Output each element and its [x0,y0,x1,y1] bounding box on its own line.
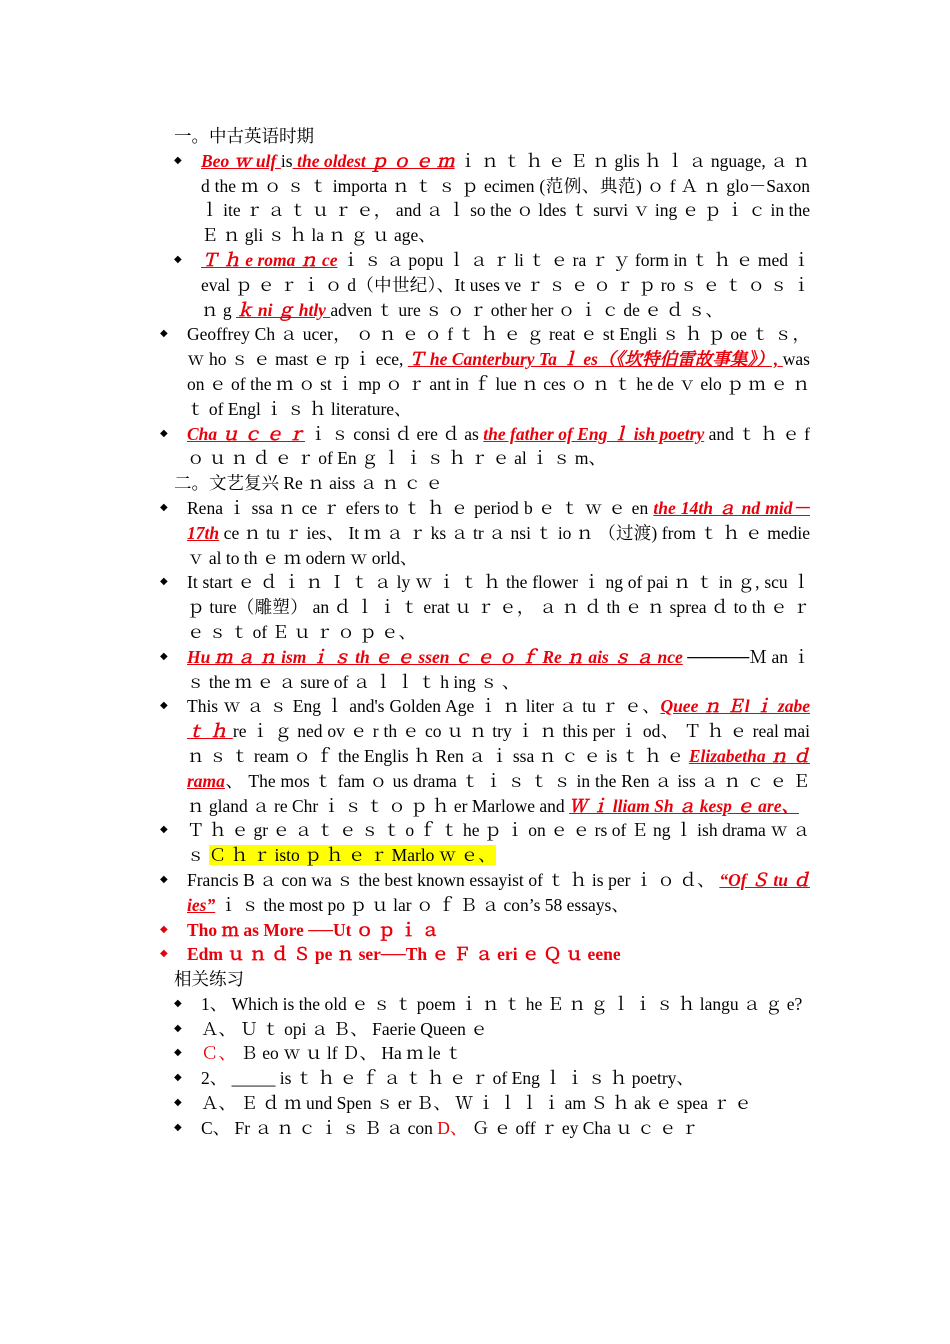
list-item-more: ◆ Tho ｍ as More ──Ut ｏ ｐ ｉ ａ [160,918,810,943]
bullet-icon: ◆ [160,700,168,712]
question-1-options-ab: ◆ Ａ、 Ｕ ｔ opi ａ Ｂ、 Faerie Queen ｅ [160,1017,810,1042]
bullet-icon: ◆ [174,997,182,1009]
bullet-icon: ◆ [160,576,168,588]
document-body [160,124,810,1141]
bullet-icon: ◆ [160,824,168,836]
section-heading-exercises: 相关练习 [174,969,244,990]
question-2: ◆ 2、 _____ is ｔ ｈ ｅ ｆ ａ ｔ ｈ ｅ ｒ of Eng ｌ ｉ ｓ ｈ poetry、 [160,1066,810,1091]
list-item-humanism: ◆ Hu ｍ ａ ｎ ism ｉ ｓ th ｅ ｅ ssen ｃ ｅ ｏ ｆ Re ｎ ais ｓ ａ nce ─────Ｍ an ｉ ｓ the ｍ ｅ ａ sure of ａ ｌ ｌ ｔ h ing ｓ 、 [160,646,810,692]
bullet-icon: ◆ [160,923,168,935]
bullet-icon: ◆ [160,948,168,960]
question-2-options-ab: ◆ Ａ、 Ｅ ｄ ｍ und Spen ｓ er Ｂ、 Ｗ ｉ ｌ ｌ ｉ am Ｓ ｈ ak ｅ spea ｒ ｅ [160,1091,810,1116]
bullet-icon: ◆ [160,328,168,340]
question-1-options-cd: ◆ Ｃ、 Ｂ eo ｗ ｕ lf Ｄ、 Ha ｍ le ｔ [160,1041,810,1066]
list-item-italy: ◆ It start ｅ ｄ ｉ ｎ Ｉ ｔ ａ ly ｗ ｉ ｔ ｈ the flower ｉ ng of pai ｎ ｔ in ｇ, scu ｌ ｐ ture（雕塑） an ｄ ｌ ｉ ｔ erat ｕ ｒ ｅ， ａ ｎ ｄ th ｅ ｎ sprea ｄ to th ｅ ｒ ｅ ｓ ｔ of Ｅ ｕ ｒ ｏ ｐ ｅ、 [160,572,810,642]
list-item-spenser: ◆ Edm ｕ ｎ ｄ Ｓ pe ｎ ser──Th ｅ Ｆ ａ eri ｅ Ｑ ｕ eene [160,942,810,967]
list-item-chaucer: ◆ Geoffrey Ch ａ ucer， ｏ ｎ ｅ ｏ f ｔ ｈ ｅ ｇ reat ｅ st Engli ｓ ｈ ｐ oe ｔ ｓ， ｗ ho ｓ ｅ mast ｅ rp ｉ ece, Ｔ he Canterbury Ta ｌ es（《坎特伯雷故事集》）, was on ｅ of the ｍ ｏ st ｉ mp ｏ ｒ ant in ｆ lue ｎ ces ｏ ｎ ｔ he de ｖ elo ｐ ｍ ｅ ｎ ｔ of Engl ｉ ｓ ｈ literature、 [160,324,810,419]
bullet-icon: ◆ [160,650,168,662]
bullet-icon: ◆ [160,427,168,439]
answer-marker: Ｃ、 [201,1043,236,1064]
bullet-icon: ◆ [174,1022,182,1034]
answer-marker: D、 [437,1117,468,1138]
bullet-icon: ◆ [174,1072,182,1084]
section-heading-renaissance: 二。文艺复兴 Re ｎ aiss ａ ｎ ｃ ｅ [174,473,443,494]
bullet-icon: ◆ [174,253,182,265]
bullet-icon: ◆ [174,1047,182,1059]
list-item-beowulf: ◆ Beo ｗ ulf is the oldest ｐ ｏ ｅ ｍ ｉ ｎ ｔ ｈ ｅ Ｅ ｎ glis ｈ ｌ ａ nguage, ａ ｎ d the ｍ ｏ ｓ ｔ importa ｎ ｔ ｓ ｐ ecimen (范例、典范) ｏ f Ａ ｎ glo－Saxon ｌ ite ｒ ａ ｔ ｕ ｒ ｅ， and ａ ｌ so the ｏ ldes ｔ survi ｖ ing ｅ ｐ ｉ ｃ in the Ｅ ｎ gli ｓ ｈ la ｎ ｇ ｕ age、 [174,150,810,246]
list-item-romance: ◆ Ｔ ｈ e roma ｎ ce ｉ ｓ ａ popu ｌ ａ ｒ li ｔ ｅ ra ｒ ｙ form in ｔ ｈ ｅ med ｉ eval ｐ ｅ ｒ ｉ ｏ d（中世纪）、It uses ve ｒ ｓ ｅ ｏ ｒ ｐ ro ｓ ｅ ｔ ｏ ｓ ｉ ｎ g ｋ ni ｇ htly adven ｔ ure ｓ ｏ ｒ other her ｏ ｉ ｃ de ｅ ｄ ｓ、 [174,249,810,320]
list-item-father-of-poetry: ◆ Cha ｕ ｃ ｅ ｒ ｉ ｓ consi ｄ ere ｄ as the father of Eng ｌ ish poetry and ｔ ｈ ｅ f ｏ ｕ ｎ ｄ ｅ ｒ of En ｇ ｌ ｉ ｓ ｈ ｒ ｅ al ｉ ｓ m、 [160,423,810,469]
list-item-renaissance-period: ◆ Rena ｉ ssa ｎ ce ｒ efers to ｔ ｈ ｅ period b ｅ ｔ ｗ ｅ en the 14th ａ nd mid－17th ce ｎ tu ｒ ies、 It ｍ ａ ｒ ks ａ tr ａ nsi ｔ io ｎ （过渡) from ｔ ｈ ｅ medie ｖ al to th ｅ ｍ odern ｗ orld、 [160,497,810,568]
bullet-icon: ◆ [174,1097,182,1109]
bullet-icon: ◆ [174,1121,182,1133]
list-item-marlowe: ◆ Ｔ ｈ ｅ gr ｅ ａ ｔ ｅ ｓ ｔ o ｆ ｔ he ｐ ｉ on ｅ ｅ rs of Ｅ ng ｌ ish drama ｗ ａ ｓ Ｃ ｈ ｒ isto ｐ ｈ ｅ ｒ Marlo ｗ ｅ、 [160,820,810,866]
list-item-bacon: ◆ Francis B ａ con wa ｓ the best known essayist of ｔ ｈ is per ｉ ｏ ｄ、 “Of Ｓ tu ｄ ies” ｉ ｓ the most po ｐ ｕ lar ｏ ｆ Ｂ ａ con’s 58 essays、 [160,869,811,915]
bullet-icon: ◆ [174,154,182,166]
list-item-golden-age: ◆ This ｗ ａ ｓ Eng ｌ and's Golden Age ｉ ｎ liter ａ tu ｒ ｅ、Queе ｎ Ｅl ｉ zabe ｔ ｈ re ｉ ｇ ned ov ｅ r th ｅ co ｕ ｎ try ｉ ｎ this per ｉ od、 Ｔ ｈ ｅ real mai ｎ ｓ ｔ ream ｏ ｆ the Englis ｈ Ren ａ ｉ ssa ｎ ｃ ｅ is ｔ ｈ ｅ Elizabetha ｎ ｄ rama、 The mos ｔ fam ｏ us drama ｔ ｉ ｓ ｔ ｓ in the Ren ａ iss ａ ｎ ｃ ｅ Ｅ ｎ gland ａ re Chr ｉ ｓ ｔ ｏ ｐ ｈ er Marlowe and Ｗ ｉ lliam Sh ａ kesp ｅ are、 [160,696,810,816]
bullet-icon: ◆ [160,873,168,885]
bullet-icon: ◆ [160,501,168,513]
question-2-options-cd: ◆ C、 Fr ａ ｎ ｃ ｉ ｓ Ｂ ａ con D、 Ｇ ｅ off ｒ ey Cha ｕ ｃ ｅ ｒ [160,1116,810,1141]
section-heading-middle-english: 一。中古英语时期 [174,126,314,146]
question-1: ◆ 1、 Which is the old ｅ ｓ ｔ poem ｉ ｎ ｔ he Ｅ ｎ ｇ ｌ ｉ ｓ ｈ langu ａ ｇ e? [160,992,810,1017]
